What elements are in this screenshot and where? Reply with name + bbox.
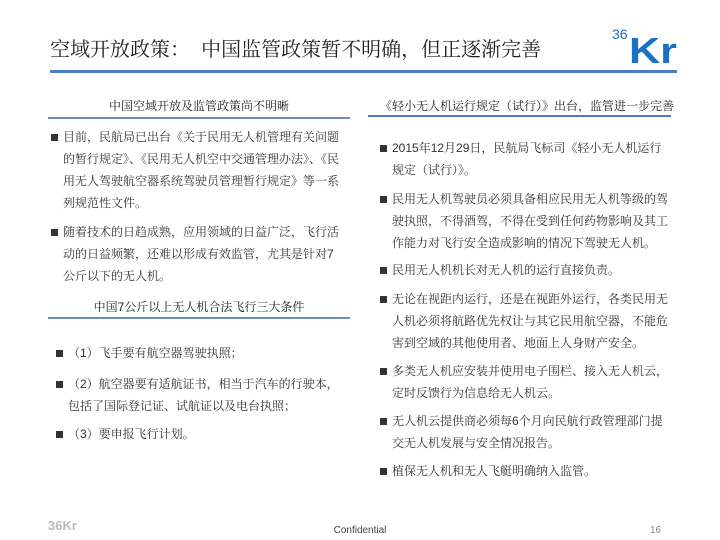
bullet-item: 随着技术的日趋成熟，应用领域的日益广泛，飞行活动的日益频繁，还难以形成有效监管，尤其是针对7公斤以下的无人机。 bbox=[63, 221, 345, 287]
bullet-square-icon bbox=[56, 431, 63, 438]
36kr-logo bbox=[612, 26, 678, 64]
bullet-square-icon bbox=[380, 468, 387, 475]
bullet-item: 2015年12月29日，民航局飞标司《轻小无人机运行规定（试行）》。 bbox=[392, 137, 672, 181]
bullet-square-icon bbox=[380, 196, 387, 203]
bullet-item: （1）飞手要有航空器驾驶执照； bbox=[68, 342, 340, 364]
bullet-square-icon bbox=[51, 134, 58, 141]
bullet-item: 无人机云提供商必须每6个月向民航行政管理部门提交无人机发展与安全情况报告。 bbox=[392, 410, 672, 454]
section-divider bbox=[368, 115, 671, 117]
bullet-square-icon bbox=[51, 229, 58, 236]
bullet-square-icon bbox=[380, 418, 387, 425]
bullet-item: （2）航空器要有适航证书，相当于汽车的行驶本，包括了国际登记证、试航证以及电台执照； bbox=[68, 373, 340, 417]
logo-kr: Kr bbox=[629, 30, 677, 64]
bullet-item: （3）要申报飞行计划。 bbox=[68, 423, 340, 445]
slide-title: 空域开放政策： 中国监管政策暂不明确，但正逐渐完善 bbox=[50, 39, 542, 61]
page-number: 16 bbox=[650, 525, 662, 536]
section-divider bbox=[48, 117, 350, 119]
bullet-item: 目前，民航局已出台《关于民用无人机管理有关问题的暂行规定》、《民用无人机空中交通管理办法》、《民用无人驾驶航空器系统驾驶员管理暂行规定》等一系列规范性文件。 bbox=[63, 126, 345, 214]
section-heading-airspace: 中国空域开放及监管政策尚不明晰 bbox=[108, 99, 289, 113]
bullet-square-icon bbox=[380, 267, 387, 274]
section-divider bbox=[48, 317, 350, 319]
bullet-item: 民用无人机驾驶员必须具备相应民用无人机等级的驾驶执照，不得酒驾，不得在受到任何药物影响及其工作能力对飞行安全造成影响的情况下驾驶无人机。 bbox=[392, 188, 672, 254]
bullet-square-icon bbox=[380, 145, 387, 152]
bullet-item: 无论在视距内运行，还是在视距外运行，各类民用无人机必须将航路优先权让与其它民用航空器，不能危害到空域的其他使用者、地面上人身财产安全。 bbox=[392, 288, 672, 354]
section-heading-conditions: 中国7公斤以上无人机合法飞行三大条件 bbox=[93, 300, 305, 314]
bullet-item: 植保无人机和无人飞艇明确纳入监管。 bbox=[392, 460, 672, 482]
bullet-item: 多类无人机应安装并使用电子围栏、接入无人机云，定时反馈行为信息给无人机云。 bbox=[392, 360, 672, 404]
bullet-square-icon bbox=[380, 368, 387, 375]
bullet-item: 民用无人机机长对无人机的运行直接负责。 bbox=[392, 259, 672, 281]
logo-36: 36 bbox=[612, 26, 628, 42]
bullet-square-icon bbox=[56, 381, 63, 388]
title-divider bbox=[50, 70, 677, 73]
bullet-square-icon bbox=[380, 296, 387, 303]
bullet-square-icon bbox=[56, 350, 63, 357]
section-heading-regulation: 《轻小无人机运行规定（试行）》出台，监管进一步完善 bbox=[380, 99, 675, 113]
footer-confidential: Confidential bbox=[333, 525, 387, 536]
footer-logo: 36Kr bbox=[48, 518, 77, 533]
